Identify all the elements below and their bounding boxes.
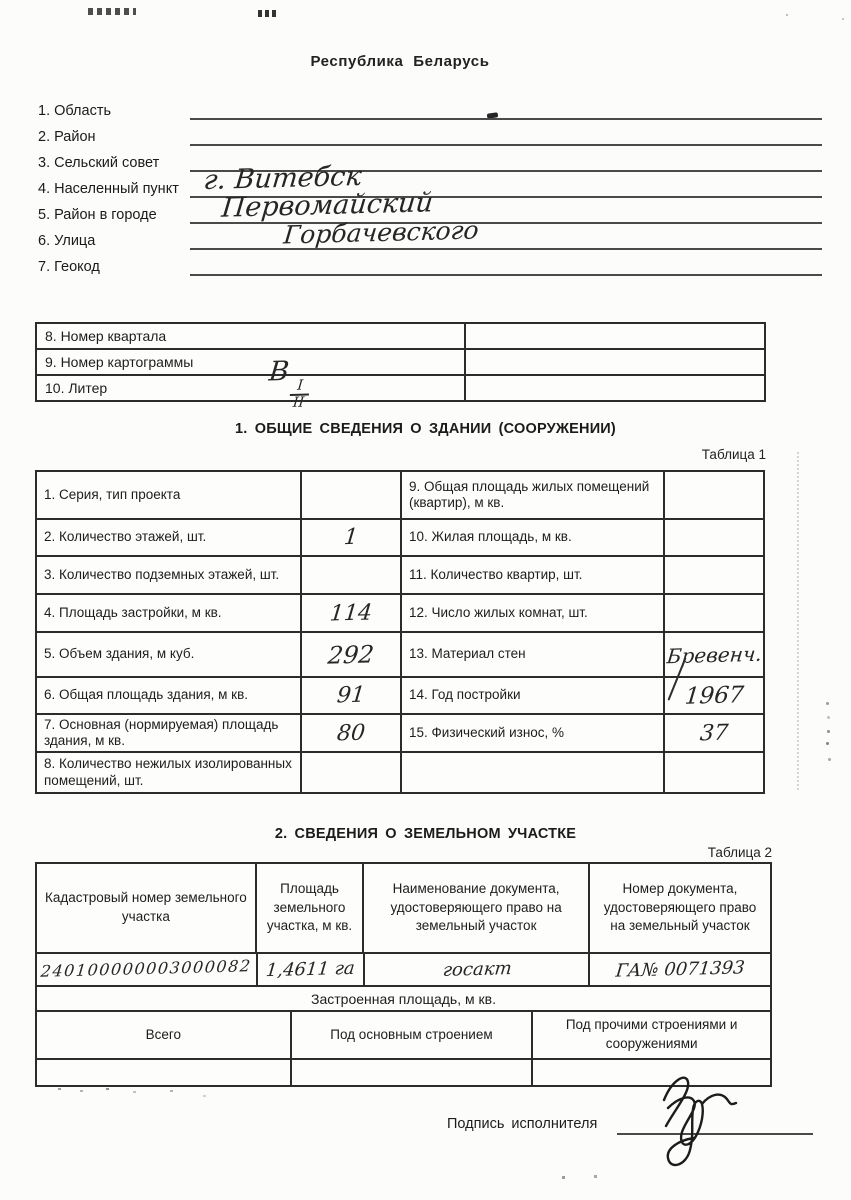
column-header: Площадь земельного участка, м кв.: [257, 864, 364, 952]
table-row: [402, 678, 763, 715]
cell-value: [292, 1060, 534, 1085]
cell-value: [300, 595, 400, 631]
field-line: [190, 122, 822, 146]
cell-label: 12. Число жилых комнат, шт.: [409, 604, 588, 620]
cell-label: 2. Количество этажей, шт.: [44, 529, 207, 545]
table-data-row: [37, 954, 770, 987]
table-header-row: [37, 864, 770, 954]
page-title: Республика Беларусь: [310, 53, 490, 70]
scan-bleed-artifact: [826, 702, 829, 705]
column-header: Кадастровый номер земельного участка: [37, 864, 257, 952]
field-label: 1. Область: [38, 103, 112, 119]
handwritten-value: 114: [328, 599, 374, 627]
field-line: [190, 252, 822, 276]
scan-speck-artifact: [786, 14, 788, 16]
cell-value: [663, 715, 763, 751]
scan-speck-artifact: [562, 1176, 565, 1179]
field-label: 7. Геокод: [38, 259, 100, 275]
cell-value: [300, 520, 400, 555]
cell-value: [300, 715, 400, 751]
cell-value: [663, 472, 763, 518]
cell-label: 13. Материал стен: [409, 646, 526, 662]
table-row: [37, 557, 400, 595]
table1-caption: Таблица 1: [701, 447, 766, 462]
signature-scribble: [636, 1066, 766, 1176]
handwritten-value: Бревенч.: [665, 641, 763, 668]
cell-label: 8. Количество нежилых изолированных помещений, шт.: [44, 756, 292, 788]
cell-label: 7. Основная (нормируемая) площадь здания, м кв.: [44, 716, 279, 748]
field-label: 2. Район: [38, 129, 96, 145]
handwritten-value: 1: [342, 524, 360, 551]
handwritten-value: 292: [326, 639, 376, 670]
address-field-row: [38, 254, 822, 276]
cell-value: [466, 324, 764, 348]
table-row: [402, 520, 763, 557]
column-header: Всего: [37, 1012, 292, 1058]
address-field-row: [38, 98, 822, 120]
table-row: [37, 715, 400, 753]
table-row: [37, 520, 400, 557]
handwritten-document-number: ГА№ 0071393: [614, 957, 746, 982]
cell-label: 11. Количество квартир, шт.: [409, 566, 583, 582]
field-label: 3. Сельский совет: [38, 155, 160, 171]
table-row: [402, 633, 763, 678]
scan-speck-artifact: [58, 1088, 61, 1090]
land-plot-table: [35, 862, 772, 1087]
table-row: [37, 633, 400, 678]
cell-value: [300, 472, 400, 518]
cell-label: 6. Общая площадь здания, м кв.: [44, 687, 248, 703]
cell-value: [300, 633, 400, 676]
field-label: 4. Населенный пункт: [38, 181, 179, 197]
cell-value: [663, 678, 763, 713]
cell-value: [300, 557, 400, 593]
handwritten-value: 37: [698, 720, 730, 746]
cell-value: [258, 954, 365, 985]
cell-value: [663, 520, 763, 555]
table-row: [402, 715, 763, 753]
cell-value: [663, 633, 763, 676]
signature-label: Подпись исполнителя: [447, 1116, 598, 1132]
table-row: [402, 753, 763, 792]
handwritten-cadastral-number: 240100000003000082: [40, 956, 253, 982]
scan-speck-artifact: [258, 10, 278, 17]
table-subheader-row: [37, 1012, 770, 1060]
section1-title: 1. ОБЩИЕ СВЕДЕНИЯ О ЗДАНИИ (СООРУЖЕНИИ): [235, 421, 616, 437]
scan-speck-artifact: [88, 8, 136, 15]
field-line: [190, 96, 822, 120]
table2-caption: Таблица 2: [707, 845, 772, 860]
handwritten-liter: В $\frac{I}{II}$: [265, 355, 312, 410]
table-row: [402, 472, 763, 520]
column-header: Под прочими строениями и сооружениями: [565, 1017, 738, 1051]
handwritten-street: Горбачевского: [282, 215, 481, 250]
table-row: [402, 557, 763, 595]
cell-label: 3. Количество подземных этажей, шт.: [44, 566, 280, 582]
table-row: [37, 595, 400, 633]
handwritten-value: 91: [335, 682, 367, 709]
cell-label: 5. Объем здания, м куб.: [44, 646, 195, 662]
table-row: [37, 376, 764, 400]
section2-title: 2. СВЕДЕНИЯ О ЗЕМЕЛЬНОМ УЧАСТКЕ: [274, 826, 577, 842]
built-area-merged-cell: Застроенная площадь, м кв.: [37, 987, 770, 1012]
handwritten-value: 80: [335, 720, 367, 746]
cell-value: [365, 954, 590, 985]
handwritten-settlement: г. Витебск: [202, 160, 364, 197]
address-field-row: [38, 124, 822, 146]
column-header: Под основным строением: [292, 1012, 534, 1058]
cell-label: 14. Год постройки: [409, 687, 521, 703]
table-row: [37, 350, 764, 376]
cell-label: 9. Номер картограммы: [37, 350, 466, 374]
cell-label: 4. Площадь застройки, м кв.: [44, 604, 222, 620]
cell-value: [663, 557, 763, 593]
building-info-left: [37, 472, 402, 792]
table-row: [37, 472, 400, 520]
cell-label: 8. Номер квартала: [37, 324, 466, 348]
cell-value: [590, 954, 770, 985]
table-row: [37, 678, 400, 715]
cell-label: [402, 753, 663, 792]
cell-label: 10. Жилая площадь, м кв.: [409, 529, 572, 545]
table-row: [37, 753, 400, 792]
handwritten-area: 1,4611 га: [265, 957, 357, 982]
cell-value: [300, 753, 400, 792]
cell-label: 9. Общая площадь жилых помещений (квартир), м кв.: [409, 478, 650, 510]
quarter-table: [35, 322, 766, 402]
building-info-right: [402, 472, 763, 792]
address-field-row: [38, 150, 822, 172]
building-info-table: [35, 470, 765, 794]
handwritten-document-name: госакт: [441, 958, 513, 981]
cell-label: 15. Физический износ, %: [409, 724, 565, 740]
handwritten-city-district: Первомайский: [220, 187, 435, 224]
handwritten-value: 1967: [683, 681, 745, 710]
cell-value: [37, 954, 258, 985]
cell-value: [466, 376, 764, 400]
scan-dotted-line-artifact: [797, 452, 799, 790]
table-row: [402, 595, 763, 633]
cell-value: [300, 678, 400, 713]
cell-value: [663, 595, 763, 631]
cell-value: [37, 1060, 292, 1085]
column-header: Наименование документа, удостоверяющего право на земельный участок: [364, 864, 590, 952]
cell-value: [663, 753, 763, 792]
table-row: [37, 324, 764, 350]
column-header: Номер документа, удостоверяющего право на земельный участок: [603, 880, 757, 934]
cell-value: [466, 350, 764, 374]
field-label: 5. Район в городе: [38, 207, 157, 223]
field-label: 6. Улица: [38, 233, 96, 249]
cell-label: 10. Литер: [37, 376, 466, 400]
cell-label: 1. Серия, тип проекта: [44, 486, 181, 502]
